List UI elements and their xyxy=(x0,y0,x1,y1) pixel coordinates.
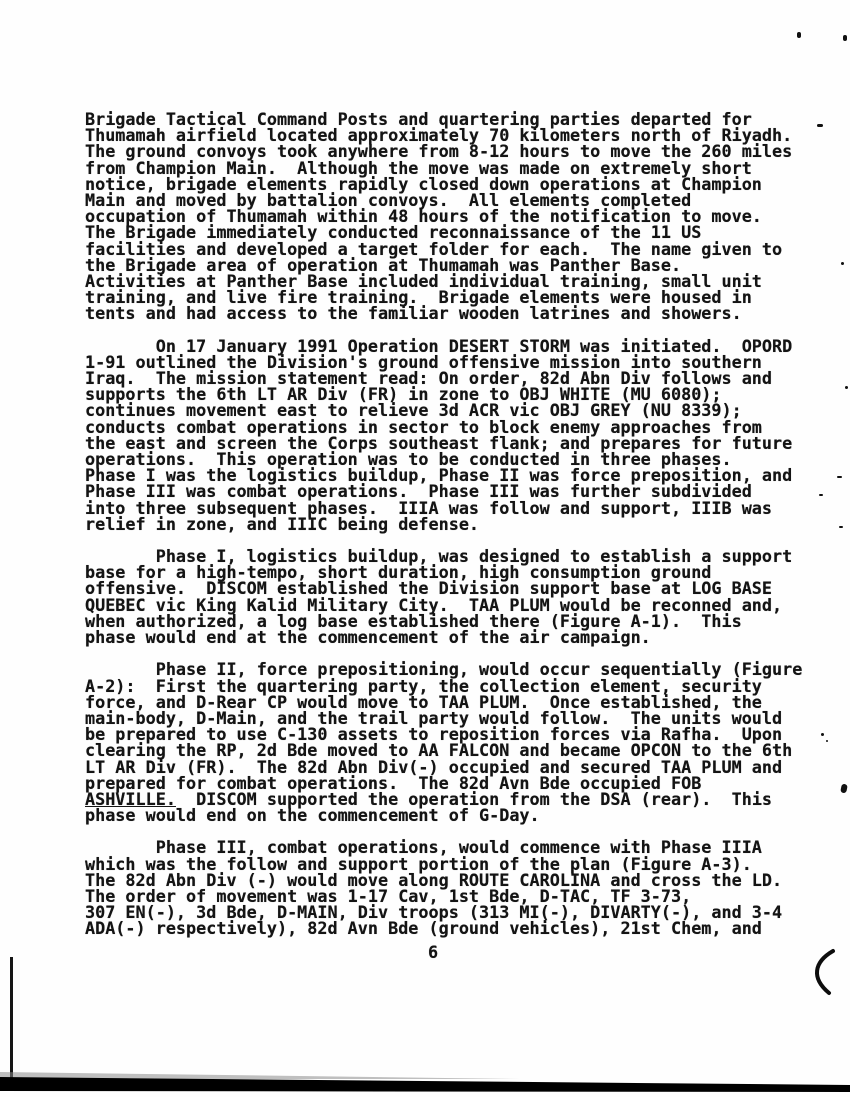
scan-speck xyxy=(845,386,848,389)
text-line: conducts combat operations in sector to block enemy approaches from xyxy=(85,416,762,437)
text-line: ADA(-) respectively), 82d Avn Bde (ground vehicles), 21st Chem, and xyxy=(85,918,762,939)
paragraph xyxy=(85,837,815,939)
text-line: the Brigade area of operation at Thumamah was Panther Base. xyxy=(85,254,682,275)
text-line: 1-91 outlined the Division's ground offensive mission into southern xyxy=(85,351,762,372)
text-line: 307 EN(-), 3d Bde, D-MAIN, Div troops (313 MI(-), DIVARTY(-), and 3-4 xyxy=(85,902,783,923)
text-line: which was the follow and support portion of the plan (Figure A-3). xyxy=(85,853,752,874)
scan-speck xyxy=(826,740,828,742)
scan-speck xyxy=(817,124,823,127)
text-line: force, and D-Rear CP would move to TAA PLUM. Once established, the xyxy=(85,691,762,712)
text-line: base for a high-tempo, short duration, high consumption ground xyxy=(85,562,712,583)
text-line: clearing the RP, 2d Bde moved to AA FALCON and became OPCON to the 6th xyxy=(85,740,793,761)
text-line: the east and screen the Corps southeast flank; and prepares for future xyxy=(85,432,793,453)
scan-speck xyxy=(839,526,843,528)
scan-speck xyxy=(841,262,844,265)
text-line: The order of movement was 1-17 Cav, 1st Bde, D-TAC, TF 3-73, xyxy=(85,886,692,906)
text-line: Phase III was combat operations. Phase III was further subdivided xyxy=(85,481,752,502)
text-line: occupation of Thumamah within 48 hours of the notification to move. xyxy=(85,206,762,227)
text-line: Activities at Panther Base included individual training, small unit xyxy=(85,270,762,291)
text-line: operations. This operation was to be conducted in three phases. xyxy=(85,448,732,469)
handwritten-paren-mark xyxy=(800,948,840,996)
text-line: notice, brigade elements rapidly closed down operations at Champion xyxy=(85,173,762,194)
text-line: relief in zone, and IIIC being defense. xyxy=(85,513,480,534)
scan-bottom-bar xyxy=(0,1068,850,1097)
text-line: training, and live fire training. Brigade elements were housed in xyxy=(85,287,752,308)
paragraph xyxy=(85,109,815,324)
text-line: phase would end on the commencement of G-Day. xyxy=(85,805,540,826)
text-line: when authorized, a log base established there (Figure A-1). This xyxy=(85,610,742,631)
page-number: 6 xyxy=(428,942,439,962)
text-line: be prepared to use C-130 assets to reposition forces via Rafha. Upon xyxy=(85,724,783,745)
text-block xyxy=(85,111,815,953)
scan-speck xyxy=(837,476,842,478)
text-line: offensive. DISCOM established the Division support base at LOG BASE xyxy=(85,578,773,599)
text-line: into three subsequent phases. IIIA was follow and support, IIIB was xyxy=(85,497,773,518)
text-line: supports the 6th LT AR Div (FR) in zone to OBJ WHITE (MU 6080); xyxy=(85,384,722,405)
paragraph xyxy=(85,659,815,826)
text-line: prepared for combat operations. The 82d Avn Bde occupied FOB xyxy=(85,772,702,793)
underlined-text: ASHVILLE. xyxy=(85,788,176,809)
text-line: The 82d Abn Div (-) would move along ROUTE CAROLINA and cross the LD. xyxy=(85,869,783,890)
text-line: facilities and developed a target folder for each. The name given to xyxy=(85,238,783,259)
text-line: Phase I was the logistics buildup, Phase II was force preposition, and xyxy=(85,465,793,486)
scan-edge-line xyxy=(10,957,13,1079)
text-line: main-body, D-Main, and the trail party would follow. The units would xyxy=(85,707,783,728)
scan-speck xyxy=(821,733,824,736)
text-line: from Champion Main. Although the move was made on extremely short xyxy=(85,157,752,178)
text-line: Phase III, combat operations, would commence with Phase IIIA xyxy=(85,837,762,858)
text-line: Main and moved by battalion convoys. All elements completed xyxy=(85,189,692,210)
text-line: continues movement east to relieve 3d ACR vic OBJ GREY (NU 8339); xyxy=(85,400,742,421)
text-line: Phase I, logistics buildup, was designed to establish a support xyxy=(85,546,793,567)
text-line: ASHVILLE. DISCOM supported the operation from the DSA (rear). This xyxy=(85,788,773,809)
text-line: Iraq. The mission statement read: On order, 82d Abn Div follows and xyxy=(85,368,773,388)
scan-speck xyxy=(840,783,848,793)
text-line: Phase II, force prepositioning, would occur sequentially (Figure xyxy=(85,659,803,680)
text-line: LT AR Div (FR). The 82d Abn Div(-) occupied and secured TAA PLUM and xyxy=(85,756,783,777)
text-line: The ground convoys took anywhere from 8-12 hours to move the 260 miles xyxy=(85,141,793,162)
text-line: On 17 January 1991 Operation DESERT STORM was initiated. OPORD xyxy=(85,335,793,356)
text-line: Thumamah airfield located approximately 70 kilometers north of Riyadh. xyxy=(85,125,793,146)
scan-speck xyxy=(819,494,823,496)
paragraph xyxy=(85,335,815,534)
text-line: phase would end at the commencement of the air campaign. xyxy=(85,627,651,647)
text-line: The Brigade immediately conducted reconnaissance of the 11 US xyxy=(85,222,702,243)
text-line: QUEBEC vic King Kalid Military City. TAA PLUM would be reconned and, xyxy=(85,594,783,615)
text-line: tents and had access to the familiar wooden latrines and showers. xyxy=(85,303,742,324)
text-line: A-2): First the quartering party, the collection element, security xyxy=(85,675,762,696)
scan-speck xyxy=(843,35,847,41)
text-line: Brigade Tactical Command Posts and quartering parties departed for xyxy=(85,109,752,129)
scan-speck xyxy=(797,32,801,38)
paragraph xyxy=(85,548,815,645)
